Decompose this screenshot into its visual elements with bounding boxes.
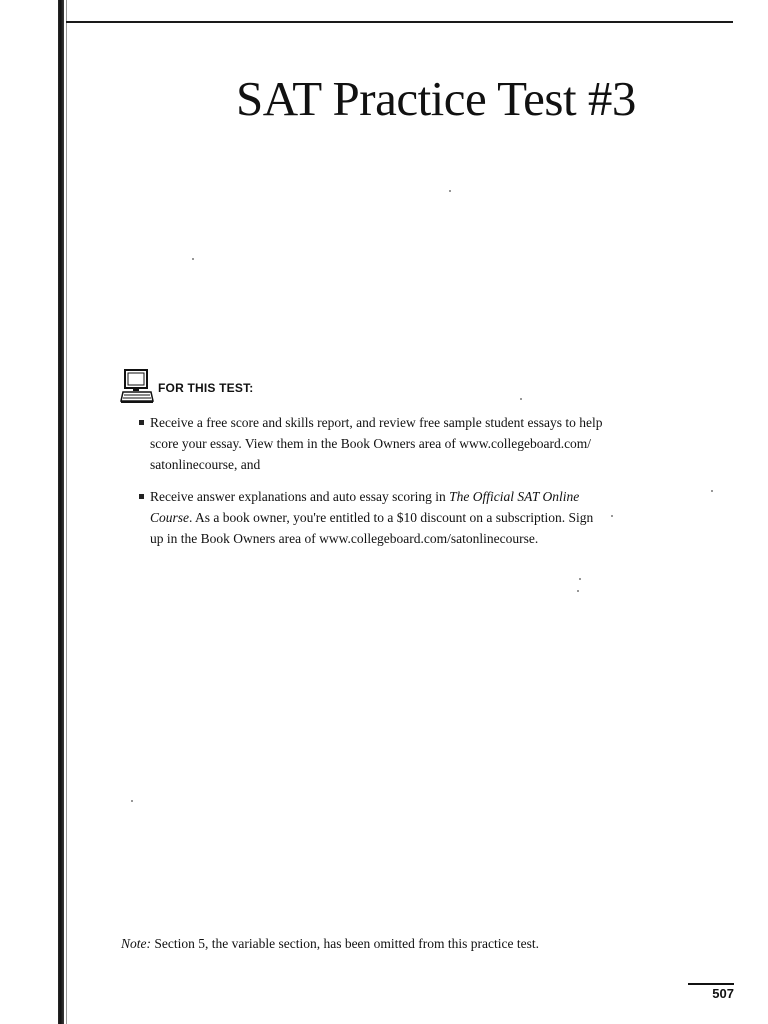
scan-speck bbox=[520, 398, 522, 400]
computer-icon bbox=[120, 368, 154, 404]
bullet-text-start: Receive answer explanations and auto essay scoring in bbox=[150, 489, 450, 504]
scan-speck bbox=[611, 515, 613, 517]
test-instructions-list bbox=[138, 412, 608, 549]
list-item bbox=[138, 412, 608, 475]
scan-speck bbox=[192, 258, 194, 260]
header-rule bbox=[66, 21, 733, 23]
scan-speck bbox=[449, 190, 451, 192]
scan-speck bbox=[577, 590, 579, 592]
list-item bbox=[138, 486, 608, 549]
page-title: SAT Practice Test #3 bbox=[236, 71, 636, 126]
bullet-text: Receive a free score and skills report, and review free sample student essays to help score your essay. View them in the Book Owners area of www.collegeboard.com/ satonlinecourse, and bbox=[150, 415, 603, 472]
footnote bbox=[121, 936, 539, 952]
square-bullet-icon bbox=[139, 494, 144, 499]
scan-speck bbox=[131, 800, 133, 802]
test-header-label: FOR THIS TEST: bbox=[158, 381, 254, 395]
square-bullet-icon bbox=[139, 420, 144, 425]
note-label: Note: bbox=[121, 936, 151, 951]
page-number-rule bbox=[688, 983, 734, 985]
note-text: Section 5, the variable section, has been omitted from this practice test. bbox=[151, 936, 540, 951]
page-number: 507 bbox=[712, 986, 734, 1001]
scan-speck bbox=[579, 578, 581, 580]
scan-speck bbox=[711, 490, 713, 492]
test-section-header bbox=[120, 368, 253, 404]
bullet-text-end: . As a book owner, you're entitled to a $10 discount on a subscription. Sign up in the Book Owners area of www.collegeboard.com/satonlinecourse. bbox=[150, 510, 594, 546]
course-name: The Official SAT Online Course bbox=[150, 489, 580, 525]
scan-binding-shadow bbox=[66, 0, 67, 1024]
scan-binding-edge bbox=[58, 0, 64, 1024]
